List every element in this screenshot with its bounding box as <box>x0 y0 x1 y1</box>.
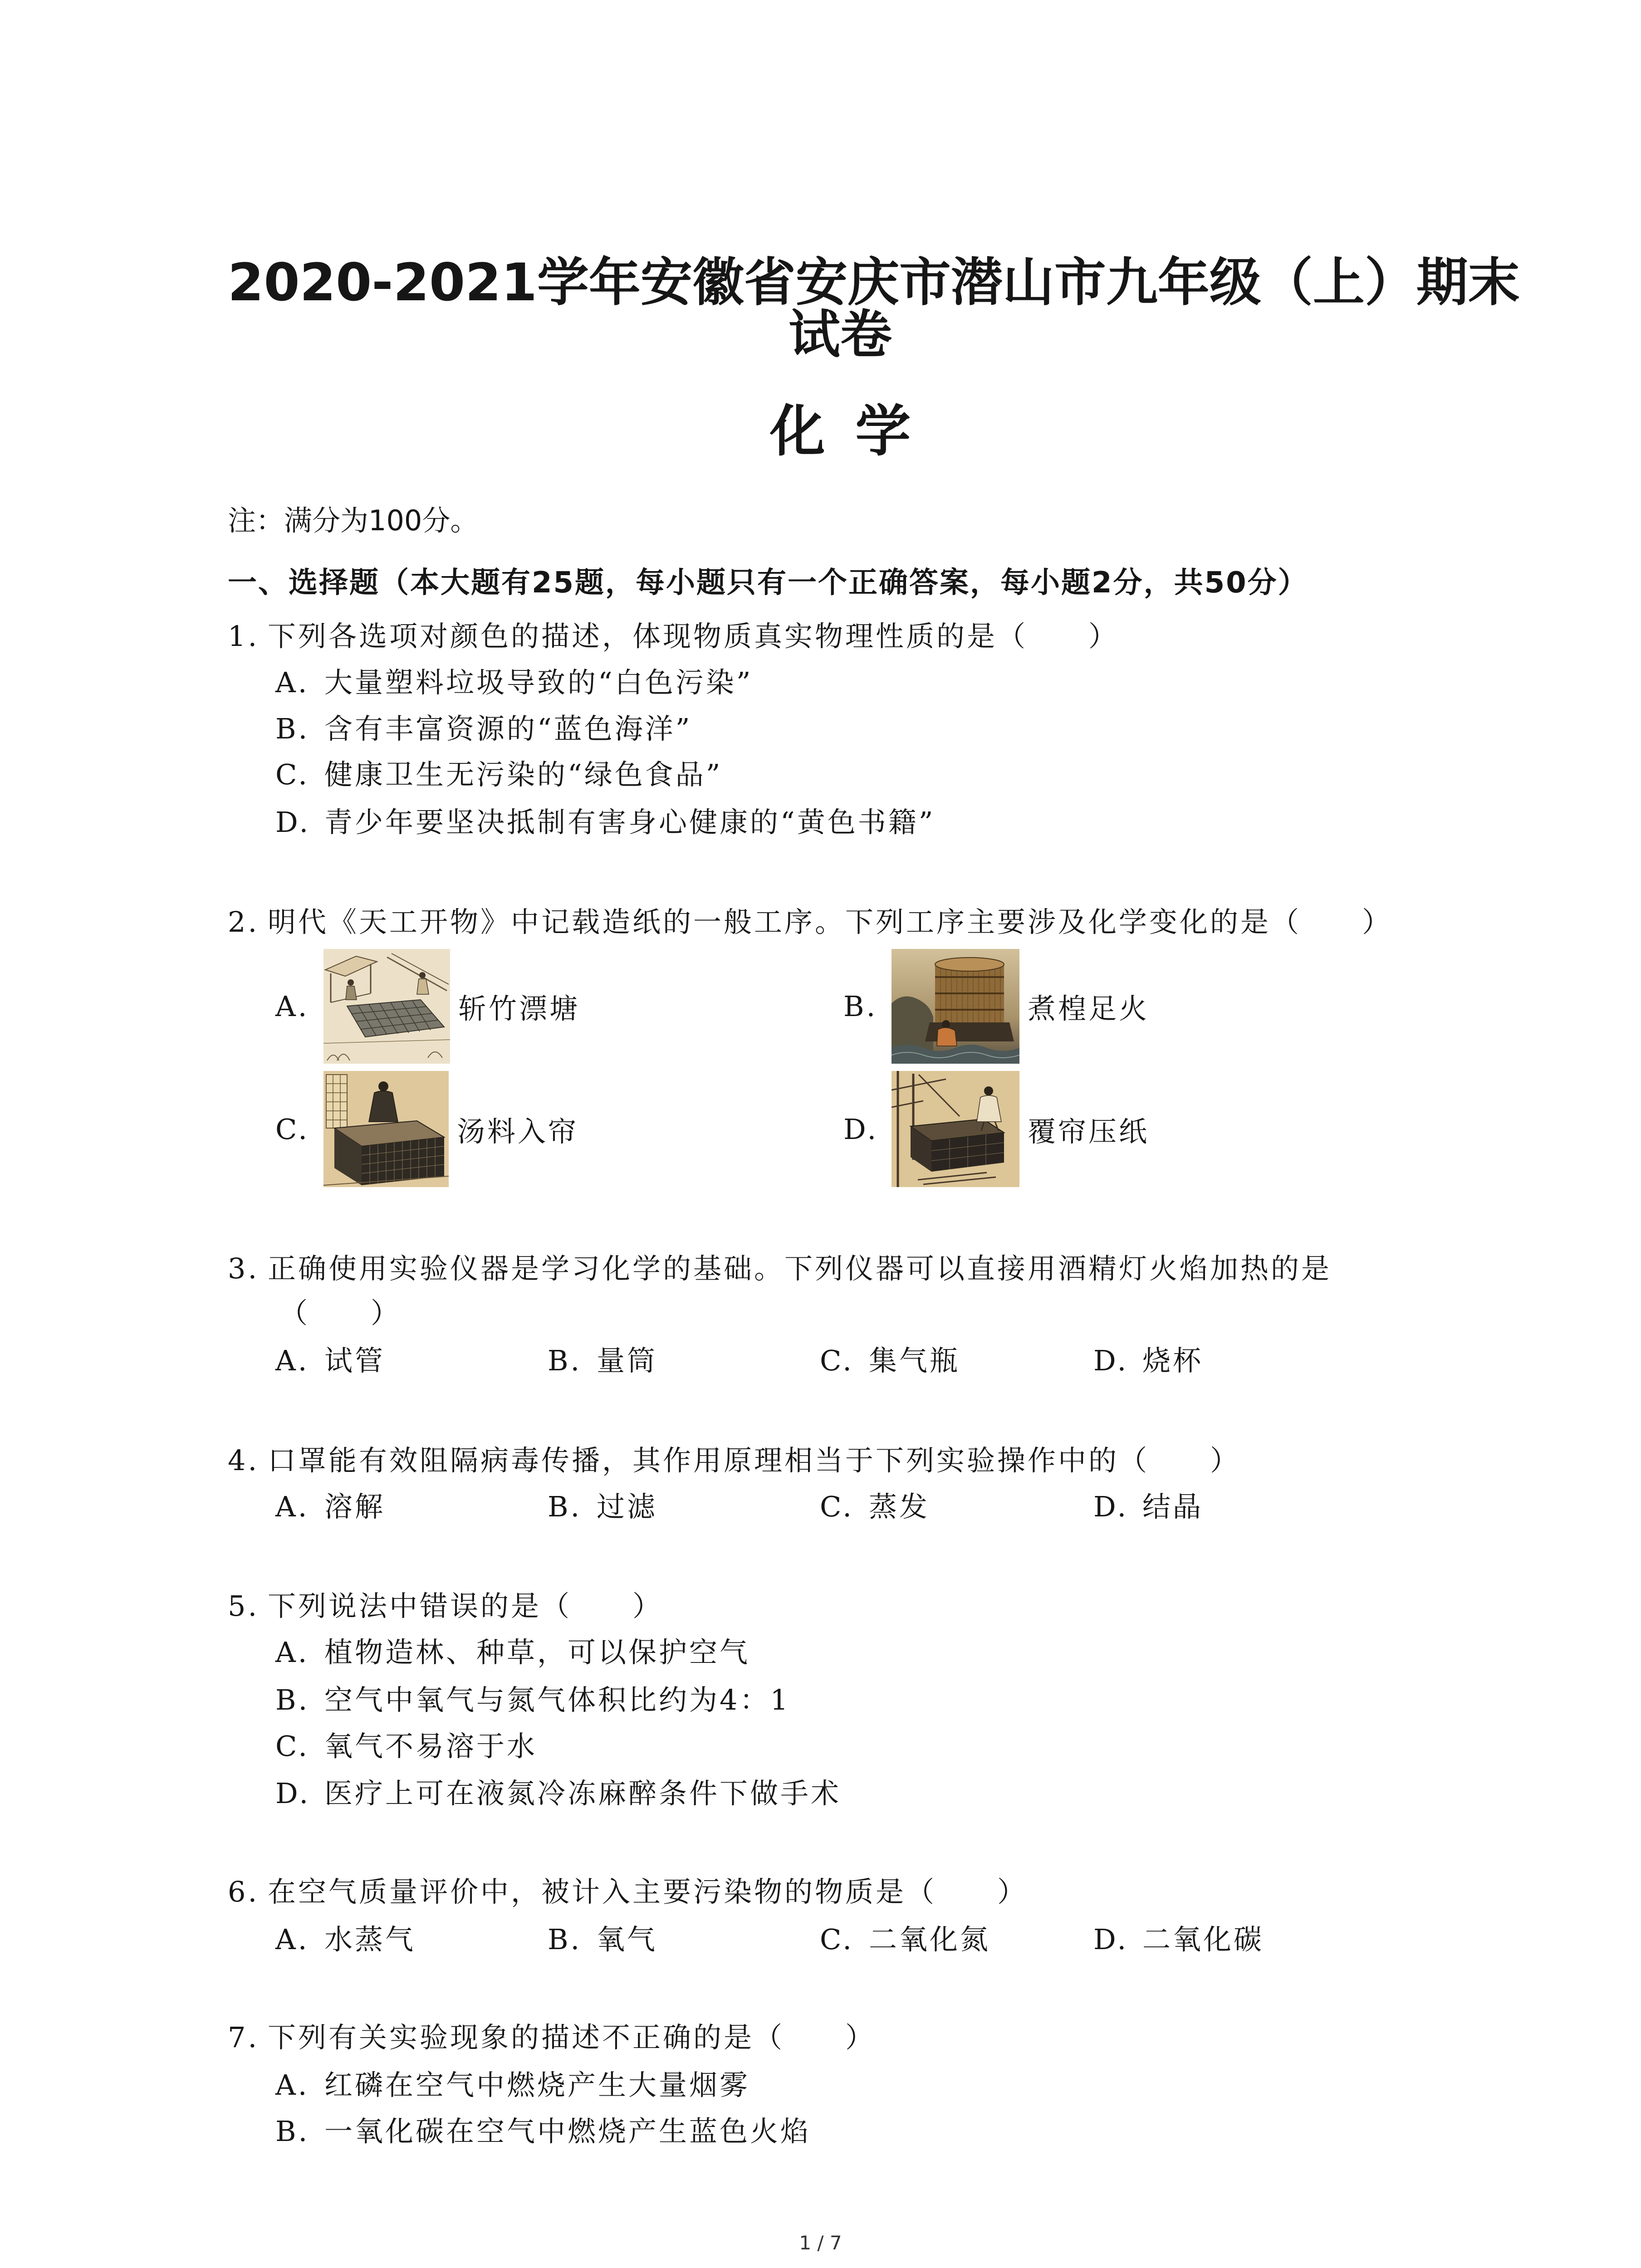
option-text: 二氧化氮 <box>869 1923 991 1956</box>
question-text: 正确使用实验仪器是学习化学的基础。下列仪器可以直接用酒精灯火焰加热的是 <box>268 1252 1332 1285</box>
option-b <box>275 2113 811 2150</box>
option-d <box>275 804 935 841</box>
option-letter: A. <box>275 1636 309 1669</box>
option-d <box>1093 1343 1203 1379</box>
option-a <box>275 949 580 1064</box>
question-number: 3. <box>228 1252 260 1285</box>
option-letter: D. <box>1093 1344 1129 1377</box>
option-letter: C. <box>275 758 309 791</box>
subject-title: 化 学 <box>769 399 916 464</box>
option-b <box>275 1682 790 1718</box>
option-b <box>548 1489 657 1525</box>
answer-bracket: （ ） <box>279 1296 402 1330</box>
option-letter: B. <box>843 990 878 1023</box>
option-text: 一氧化碳在空气中燃烧产生蓝色火焰 <box>324 2115 811 2148</box>
boiling-vat-illustration <box>892 949 1019 1064</box>
option-letter: C. <box>275 1112 309 1146</box>
option-text: 过滤 <box>597 1490 658 1523</box>
question-number: 4. <box>228 1444 260 1477</box>
option-c <box>820 1921 990 1958</box>
question-number: 1. <box>228 620 260 653</box>
option-c <box>820 1489 930 1525</box>
question-text: 下列说法中错误的是（ ） <box>268 1589 663 1623</box>
option-letter: A. <box>275 666 309 699</box>
option-a <box>275 1489 385 1525</box>
option-letter: A. <box>275 1490 309 1523</box>
question-text: 在空气质量评价中，被计入主要污染物的物质是（ ） <box>268 1875 1028 1908</box>
option-letter: A. <box>275 1923 309 1956</box>
option-d <box>275 1775 841 1812</box>
option-letter: C. <box>820 1344 854 1377</box>
option-text: 二氧化碳 <box>1142 1923 1264 1956</box>
paper-pressing-illustration <box>892 1071 1019 1187</box>
option-text: 健康卫生无污染的“绿色食品” <box>324 758 723 791</box>
option-text: 医疗上可在液氮冷冻麻醉条件下做手术 <box>324 1777 842 1810</box>
question-number: 2. <box>228 905 260 938</box>
option-letter: A. <box>275 2068 309 2102</box>
pulp-frame-illustration <box>323 1071 449 1187</box>
option-text: 覆帘压纸 <box>1028 1114 1150 1148</box>
question-text: 明代《天工开物》中记载造纸的一般工序。下列工序主要涉及化学变化的是（ ） <box>268 905 1393 938</box>
option-a <box>275 1921 416 1958</box>
option-letter: A. <box>275 1344 309 1377</box>
option-letter: D. <box>1093 1490 1129 1523</box>
question-number: 5. <box>228 1589 260 1623</box>
option-text: 水蒸气 <box>324 1923 416 1956</box>
option-a <box>275 1634 750 1671</box>
option-letter: C. <box>275 1730 309 1763</box>
question-stem <box>228 2019 876 2056</box>
option-text: 试管 <box>324 1344 386 1377</box>
exam-title-line-1: 2020-2021学年安徽省安庆市潜山市九年级（上）期末 <box>228 252 1520 313</box>
option-b <box>275 711 692 747</box>
option-a <box>275 2067 750 2103</box>
question-stem <box>228 1588 663 1624</box>
question-stem <box>228 904 1392 940</box>
question-text: 口罩能有效阻隔病毒传播，其作用原理相当于下列实验操作中的（ ） <box>268 1444 1241 1477</box>
option-letter: B. <box>548 1923 582 1956</box>
option-c <box>275 1728 537 1765</box>
option-letter: D. <box>843 1112 879 1146</box>
option-letter: B. <box>275 1683 310 1716</box>
question-stem <box>228 1251 1332 1287</box>
question-number: 7. <box>228 2021 260 2054</box>
option-text: 结晶 <box>1142 1490 1204 1523</box>
option-text: 大量塑料垃圾导致的“白色污染” <box>324 666 753 699</box>
question-text: 下列有关实验现象的描述不正确的是（ ） <box>268 2021 876 2054</box>
option-a <box>275 1343 385 1379</box>
option-letter: B. <box>548 1490 582 1523</box>
option-text: 植物造林、种草，可以保护空气 <box>324 1636 750 1669</box>
option-letter: D. <box>1093 1923 1129 1956</box>
option-text: 含有丰富资源的“蓝色海洋” <box>324 712 692 745</box>
option-letter: B. <box>275 712 310 745</box>
option-text: 集气瓶 <box>869 1344 960 1377</box>
option-letter: C. <box>820 1490 854 1523</box>
option-text: 青少年要坚决抵制有害身心健康的“黄色书籍” <box>324 806 936 839</box>
option-c <box>275 757 722 793</box>
question-text: 下列各选项对颜色的描述，体现物质真实物理性质的是（ ） <box>268 620 1119 653</box>
page-indicator: 1 / 7 <box>799 2232 842 2254</box>
option-letter: D. <box>275 806 311 839</box>
option-c <box>275 1071 578 1187</box>
question-stem <box>228 1442 1240 1479</box>
option-b <box>548 1343 657 1379</box>
question-number: 6. <box>228 1875 260 1908</box>
option-b <box>548 1921 657 1958</box>
option-c <box>820 1343 960 1379</box>
option-text: 量筒 <box>597 1344 658 1377</box>
option-text: 红磷在空气中燃烧产生大量烟雾 <box>324 2068 750 2102</box>
option-text: 斩竹漂塘 <box>458 992 580 1025</box>
option-d <box>843 1071 1149 1187</box>
option-letter: B. <box>275 2115 310 2148</box>
option-text: 溶解 <box>324 1490 386 1523</box>
option-text: 氧气 <box>597 1923 658 1956</box>
option-text: 氧气不易溶于水 <box>324 1730 538 1763</box>
question-stem <box>228 618 1119 655</box>
option-text: 烧杯 <box>1142 1344 1204 1377</box>
option-letter: B. <box>548 1344 582 1377</box>
section-heading: 一、选择题（本大题有25题，每小题只有一个正确答案，每小题2分，共50分） <box>228 566 1308 600</box>
option-d <box>1093 1921 1264 1958</box>
option-text: 蒸发 <box>869 1490 930 1523</box>
option-letter: C. <box>820 1923 854 1956</box>
option-letter: A. <box>275 990 309 1023</box>
option-d <box>1093 1489 1203 1525</box>
option-text: 煮楻足火 <box>1028 992 1150 1025</box>
option-text: 汤料入帘 <box>457 1114 579 1148</box>
score-note: 注：满分为100分。 <box>228 504 479 537</box>
option-text: 空气中氧气与氮气体积比约为4：1 <box>324 1683 790 1716</box>
option-letter: D. <box>275 1777 311 1810</box>
exam-title-line-2: 试卷 <box>788 304 892 365</box>
option-a <box>275 665 753 701</box>
bamboo-soaking-illustration <box>323 949 450 1064</box>
option-b <box>843 949 1149 1064</box>
question-stem <box>228 1874 1028 1910</box>
